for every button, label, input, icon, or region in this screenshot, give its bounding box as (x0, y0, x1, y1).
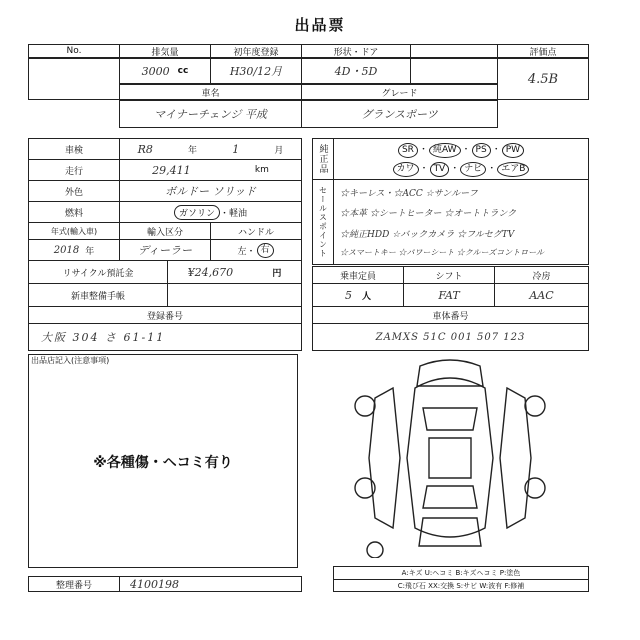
header-blank (410, 44, 498, 58)
handle-value (210, 239, 302, 261)
grade-value: グランスポーツ (301, 100, 498, 128)
mileage-label: 走行 (28, 159, 120, 181)
sales-point-line-3: ☆純正HDD ☆バックカメラ ☆フルセグTV (340, 229, 515, 240)
equipment-options (333, 138, 589, 180)
handle-separator: ・ (246, 246, 256, 257)
inspection-month: 1 (232, 142, 240, 156)
equipment-leather: カワ (393, 162, 419, 177)
year-value (28, 239, 120, 261)
car-damage-diagram (345, 358, 555, 558)
equipment-sr: SR (398, 143, 418, 158)
reg-number-value: 大阪 304 さ 61-11 (28, 323, 302, 351)
grade-label: グレード (301, 84, 498, 100)
sales-points-label: セールスポイント (312, 179, 334, 265)
car-roof (429, 438, 471, 478)
equipment-row-2: カワ ・ TV ・ ナビ ・ エアB (392, 161, 531, 177)
inspection-label: 車検 (28, 138, 120, 160)
equipment-pw: PW (502, 143, 524, 158)
first-reg-label: 初年度登録 (210, 44, 302, 58)
ac-label: 冷房 (494, 266, 589, 284)
year-number: 2018 (53, 244, 80, 256)
car-name-label: 車名 (119, 84, 302, 100)
chassis-label: 車体番号 (312, 306, 589, 324)
capacity-value (312, 283, 404, 307)
import-value: ディーラー (119, 239, 211, 261)
header-blank-2 (410, 58, 498, 84)
recycle-amount: ¥24,670 (187, 265, 234, 279)
capacity-unit: 人 (361, 291, 371, 302)
displacement-value (119, 58, 211, 84)
manage-value: 4100198 (119, 576, 302, 592)
new-warranty-value (167, 283, 302, 307)
ac-value: AAC (494, 283, 589, 307)
equipment-navi: ナビ (460, 162, 486, 177)
sales-point-line-4: ☆スマートキー ☆パワーシート ☆クルーズコントロール (340, 248, 544, 258)
exterior-label: 外色 (28, 180, 120, 202)
recycle-label: リサイクル預託金 (28, 260, 168, 284)
notes-text: ※各種傷・ヘコミ有り (93, 455, 233, 471)
handle-left: 左 (237, 246, 247, 257)
displacement-unit: cc (177, 66, 189, 76)
legend-line-2: C:飛び石 XX:交換 S:サビ W:波有 F:修補 (334, 579, 588, 592)
legend-line-1: A:キズ U:ヘコミ B:キズヘコミ P:塗色 (401, 569, 521, 577)
fuel-light-oil: 軽油 (229, 208, 248, 219)
equipment-aw: 純AW (429, 143, 461, 158)
car-name-value: マイナーチェンジ 平成 (119, 100, 302, 128)
car-windshield (423, 408, 477, 430)
car-top-body (407, 378, 493, 537)
recycle-unit: 円 (272, 268, 282, 279)
recycle-value (167, 260, 302, 284)
chassis-value: ZAMXS 51C 001 507 123 (312, 323, 589, 351)
equipment-tv: TV (430, 162, 450, 177)
inspection-year-unit: 年 (188, 145, 198, 156)
manage-label: 整理番号 (28, 576, 120, 592)
first-reg-value: H30/12月 (210, 58, 302, 84)
inspection-year: R8 (137, 142, 153, 156)
equipment-row-1: SR ・ 純AW ・ PS ・ PW (397, 142, 525, 158)
shape-value: 4D・5D (301, 58, 411, 84)
handle-right: 右 (257, 243, 274, 258)
sales-point-line-2: ☆本革 ☆シートヒーター ☆オートトランク (340, 209, 517, 220)
equipment-label: 純正品 (312, 138, 334, 180)
no-label: No. (28, 44, 120, 58)
shape-label: 形状・ドア (301, 44, 411, 58)
car-rear-window (423, 486, 477, 508)
year-label: 年式(輸入車) (28, 222, 120, 240)
import-label: 輸入区分 (119, 222, 211, 240)
wheel-front-right (525, 396, 545, 416)
mileage-value (119, 159, 302, 181)
car-rear-view (419, 518, 481, 546)
notes-label: 出品店記入(注意事項) (31, 356, 110, 365)
fuel-gasoline: ガソリン (174, 205, 220, 220)
wheel-front-left (355, 396, 375, 416)
fuel-label: 燃料 (28, 201, 120, 223)
year-unit: 年 (85, 246, 95, 257)
score-value: 4.5B (497, 58, 589, 100)
new-warranty-label: 新車整備手帳 (28, 283, 168, 307)
sales-points-box (333, 179, 589, 265)
sales-point-line-1: ☆キーレス・☆ACC ☆サンルーフ (340, 188, 478, 199)
equipment-ps: PS (472, 143, 491, 158)
score-label: 評価点 (497, 44, 589, 58)
fuel-separator: ・ (219, 208, 229, 219)
reg-number-label: 登録番号 (28, 306, 302, 324)
inspection-value (119, 138, 302, 160)
displacement-number: 3000 (141, 64, 170, 78)
mileage-unit: km (254, 165, 269, 175)
page-title: 出品票 (294, 16, 346, 34)
inspection-month-unit: 月 (274, 145, 284, 156)
handle-label: ハンドル (210, 222, 302, 240)
spare-wheel (367, 542, 383, 558)
car-right-side (500, 388, 531, 528)
displacement-label: 排気量 (119, 44, 211, 58)
capacity-number: 5 (344, 288, 352, 302)
shift-label: シフト (403, 266, 495, 284)
fuel-value (119, 201, 302, 223)
no-value (28, 58, 120, 100)
legend-box (333, 566, 589, 592)
mileage-number: 29,411 (152, 163, 191, 177)
equipment-airbag: エアB (497, 162, 529, 177)
car-left-side (369, 388, 400, 528)
capacity-label: 乗車定員 (312, 266, 404, 284)
exterior-value: ボルドー ソリッド (119, 180, 302, 202)
shift-value: FAT (403, 283, 495, 307)
